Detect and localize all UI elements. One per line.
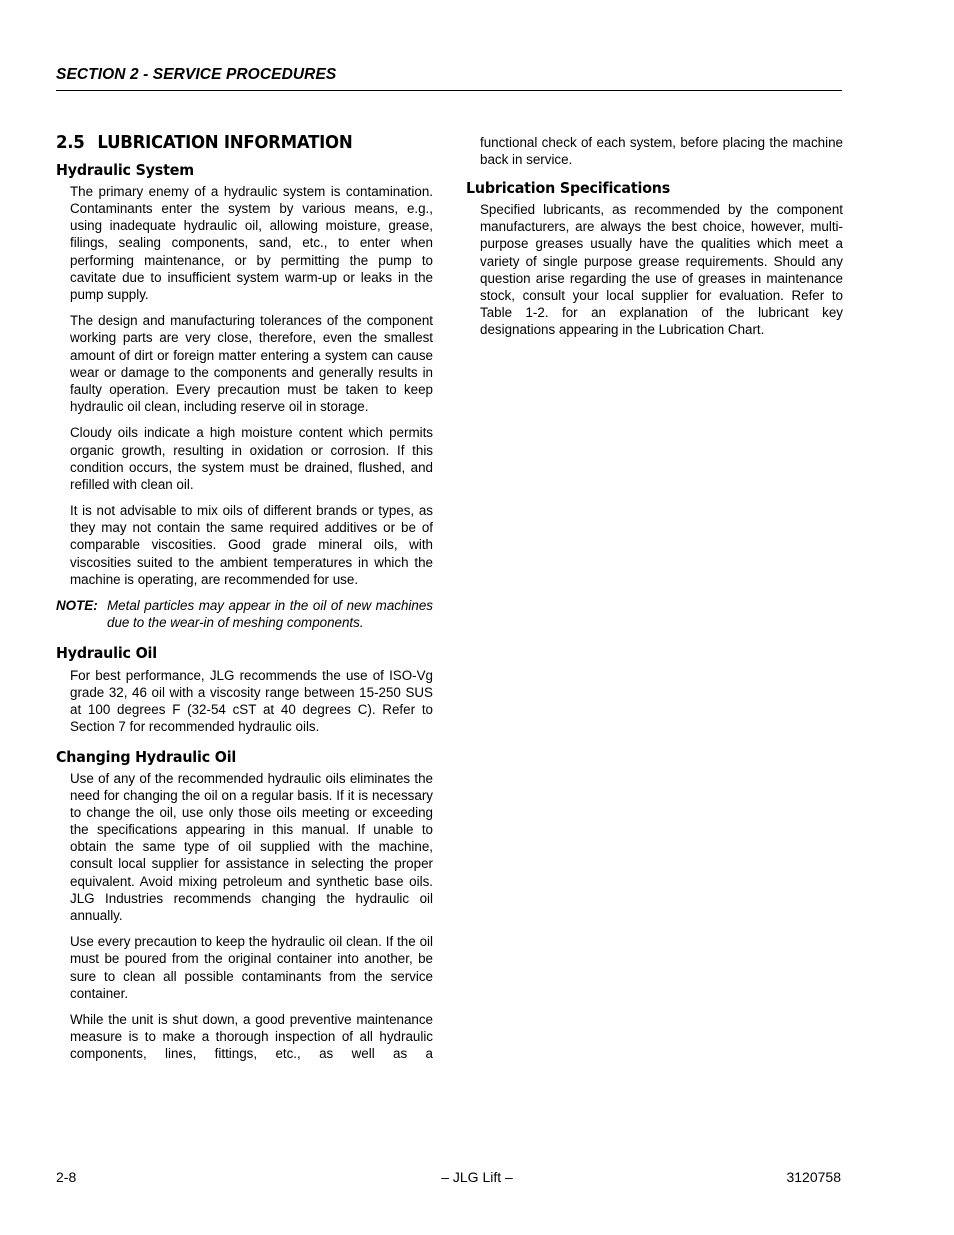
note-label: NOTE: xyxy=(56,598,98,614)
left-column xyxy=(56,134,433,1072)
section-title: SECTION 2 - SERVICE PROCEDURES xyxy=(56,66,337,83)
right-column xyxy=(466,134,843,348)
paragraph: It is not advisable to mix oils of different brands or types, as they may not contain the same required additives or be of comparable viscosities. Good grade mineral oils, with viscosities suited to the ambient temperatures in which the machine is operating, are recommended for use. xyxy=(70,503,433,587)
paragraph: Specified lubricants, as recommended by the component manufacturers, are always the best choice, however, multi-purpose greases usually have the qualities which meet a variety of single purpose grease requirements. Should any question arise regarding the use of greases in maintenance stock, consult your local supplier for evaluation. Refer to Table 1-2. for an explanation of the lubricant key designations appearing in the Lubrication Chart. xyxy=(480,202,843,337)
hydraulic-oil-heading: Hydraulic Oil xyxy=(56,644,157,663)
hydraulic-system-heading: Hydraulic System xyxy=(56,161,194,180)
paragraph: functional check of each system, before placing the machine back in service. xyxy=(480,135,843,168)
paragraph: The design and manufacturing tolerances of the component working parts are very close, therefore, even the smallest amount of dirt or foreign matter entering a system can cause wear or damage to the components and generally results in faulty operation. Every precaution must be taken to keep hydraulic oil clean, including reserve oil in storage. xyxy=(70,313,433,414)
page-number: 2-8 xyxy=(56,1169,77,1185)
page-header xyxy=(56,66,842,91)
footer-center: – JLG Lift – xyxy=(441,1169,513,1185)
paragraph: The primary enemy of a hydraulic system is contamination. Contaminants enter the system by various means, e.g., using inadequate hydraulic oil, allowing moisture, grease, filings, sealing components, sand, etc., to enter when performing maintenance, or by permitting the pump to cavitate due to insufficient system warm-up or leaks in the pump supply. xyxy=(70,184,433,302)
paragraph: For best performance, JLG recommends the use of ISO-Vg grade 32, 46 oil with a viscosity range between 15-250 SUS at 100 degrees F (32-54 cST at 40 degrees C). Refer to Section 7 for recommended hydraulic oils. xyxy=(70,667,433,734)
note-text: Metal particles may appear in the oil of new machines due to the wear-in of meshing components. xyxy=(107,598,433,631)
document-number: 3120758 xyxy=(786,1169,841,1185)
lubrication-specifications-heading: Lubrication Specifications xyxy=(466,179,671,198)
note xyxy=(56,597,433,631)
section-heading xyxy=(56,134,403,151)
paragraph: Cloudy oils indicate a high moisture content which permits organic growth, resulting in oxidation or corrosion. If this condition occurs, the system must be drained, flushed, and refilled with clean oil. xyxy=(70,425,433,492)
paragraph: Use of any of the recommended hydraulic oils eliminates the need for changing the oil on a regular basis. If it is necessary to change the oil, use only those oils meeting or exceeding the specifications appearing in this manual. If unable to obtain the same type of oil supplied with the machine, consult local supplier for assistance in selecting the proper equivalent. Avoid mixing petroleum and synthetic base oils. JLG Industries recommends changing the hydraulic oil annually. xyxy=(70,771,433,923)
paragraph: While the unit is shut down, a good preventive maintenance measure is to make a thorough inspection of all hydraulic components, lines, fittings, etc., as well as a xyxy=(70,1012,433,1062)
paragraph: Use every precaution to keep the hydraulic oil clean. If the oil must be poured from the original container into another, be sure to clean all possible contaminants from the service container. xyxy=(70,934,433,1001)
section-number: 2.5 xyxy=(56,132,85,153)
section-heading-title: LUBRICATION INFORMATION xyxy=(97,132,353,153)
changing-hydraulic-oil-heading: Changing Hydraulic Oil xyxy=(56,747,237,766)
